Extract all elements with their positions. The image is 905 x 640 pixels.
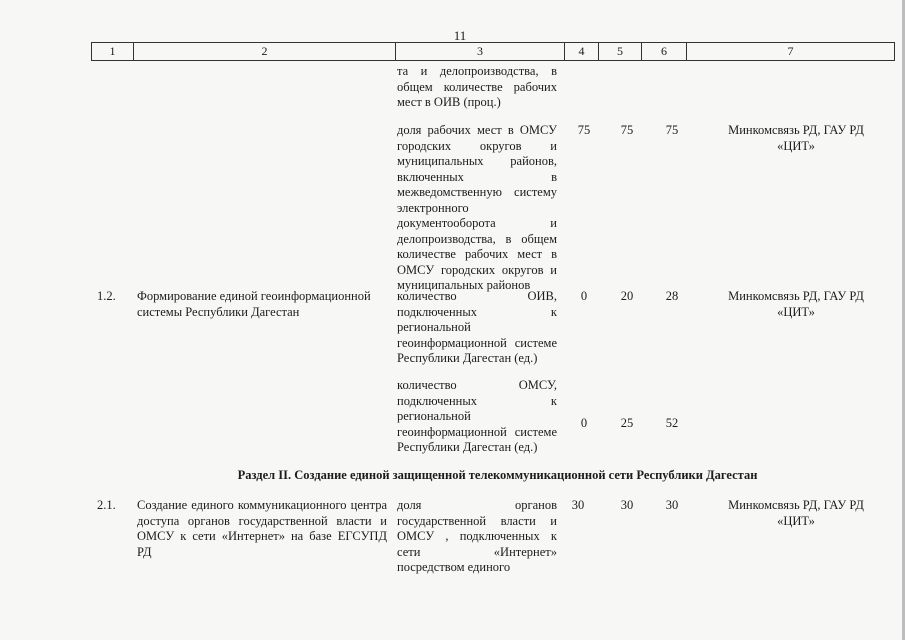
value-col5: 25	[620, 416, 634, 430]
table-header	[91, 42, 895, 61]
header-col-3: 3	[396, 43, 565, 60]
indicator-omsu-share: доля рабочих мест в ОМСУ городских округов и муниципальных районов, включенных в межведомственную систему электронного документооборота и делопроизводства, в общем количестве рабочих мест в ОМСУ городских округов и муниципальных районов	[397, 123, 557, 292]
header-col-6: 6	[642, 43, 687, 60]
responsible: Минкомсвязь РД, ГАУ РД «ЦИТ»	[728, 289, 864, 319]
indicator-continued: та и делопроизводства, в общем количестве рабочих мест в ОИВ (проц.)	[397, 64, 557, 109]
event-name: Формирование единой геоинформационной системы Республики Дагестан	[137, 289, 371, 319]
indicator-oiv-count: количество ОИВ, подключенных к региональной геоинформационной системе Республики Дагестан (ед.)	[397, 289, 557, 365]
value-col4: 0	[580, 416, 588, 430]
indicator-omsu-count: количество ОМСУ, подключенных к региональной геоинформационной системе Республики Дагестан (ед.)	[397, 378, 557, 454]
value-col4: 75	[577, 123, 591, 137]
responsible: Минкомсвязь РД, ГАУ РД «ЦИТ»	[728, 123, 864, 153]
value-col6: 75	[665, 123, 679, 137]
page-number: 11	[453, 28, 467, 43]
responsible: Минкомсвязь РД, ГАУ РД «ЦИТ»	[728, 498, 864, 528]
value-col6: 52	[665, 416, 679, 430]
value-col5: 75	[620, 123, 634, 137]
value-col5: 30	[620, 498, 634, 512]
value-col6: 30	[665, 498, 679, 512]
item-number: 1.2.	[97, 289, 116, 303]
header-col-2: 2	[134, 43, 396, 60]
event-name: Создание единого коммуникационного центра доступа органов государственной власти и ОМСУ к сети «Интернет» на базе ЕГСУПД РД	[137, 498, 387, 559]
value-col4: 0	[580, 289, 588, 303]
value-col4: 30	[571, 498, 585, 512]
item-number: 2.1.	[97, 498, 116, 512]
header-col-7: 7	[787, 44, 794, 58]
indicator-internet-share: доля органов государственной власти и ОМСУ , подключенных к сети «Интернет» посредством единого	[397, 498, 557, 574]
value-col5: 20	[620, 289, 634, 303]
header-col-5: 5	[599, 43, 642, 60]
value-col6: 28	[665, 289, 679, 303]
header-col-4: 4	[565, 43, 599, 60]
section-title: Раздел II. Создание единой защищенной телекоммуникационной сети Республики Дагестан	[237, 468, 758, 482]
header-col-1: 1	[92, 43, 134, 60]
